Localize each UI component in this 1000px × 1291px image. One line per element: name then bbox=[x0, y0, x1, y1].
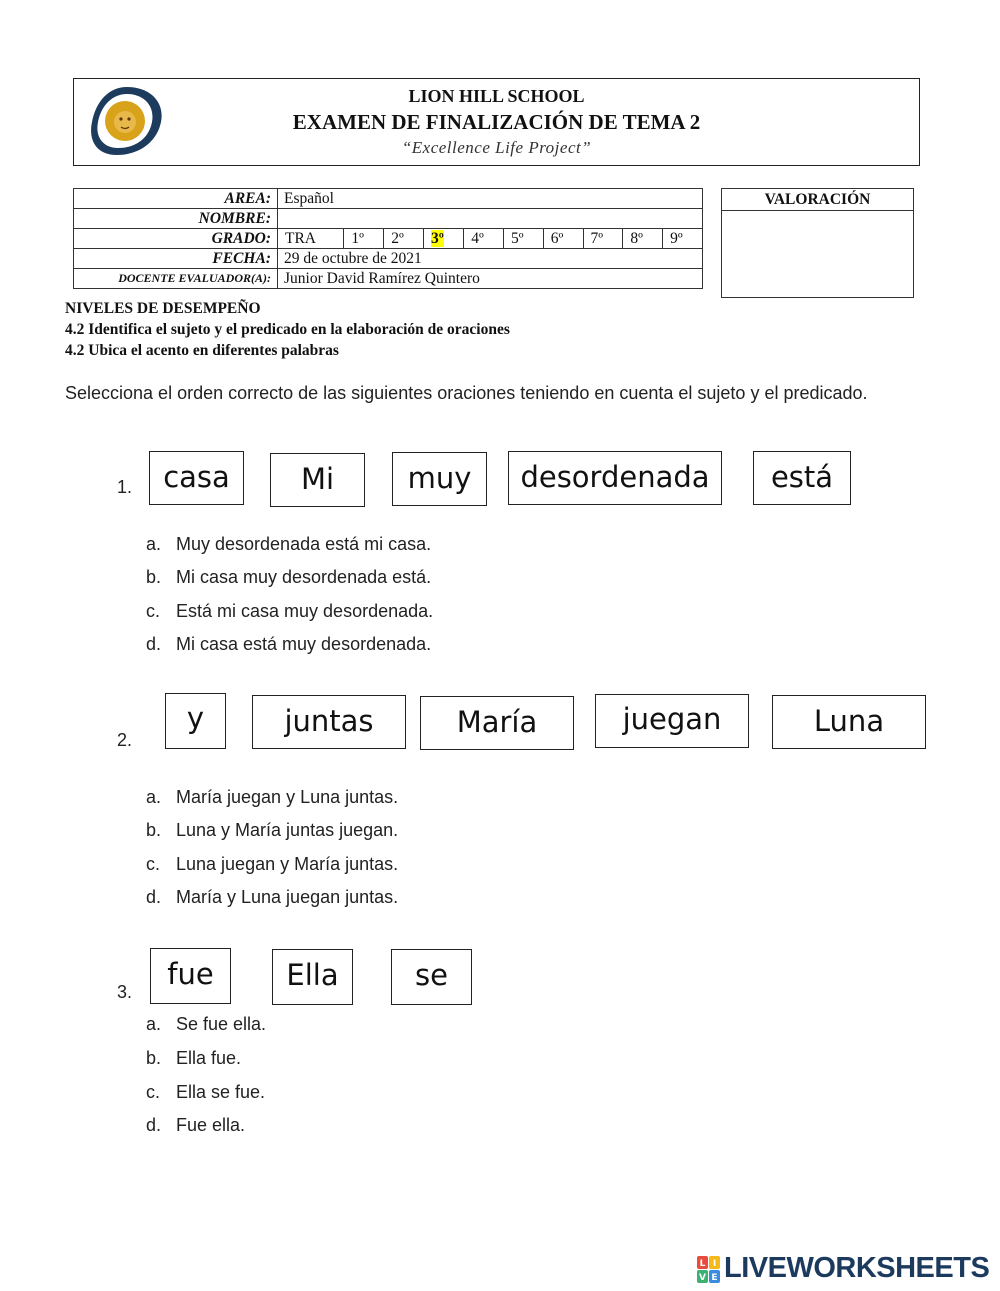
option-letter: a. bbox=[146, 534, 162, 554]
answer-option[interactable] bbox=[146, 634, 431, 655]
word-card[interactable]: Mi bbox=[270, 453, 365, 507]
word-card[interactable]: muy bbox=[392, 452, 487, 506]
teacher-value: Junior David Ramírez Quintero bbox=[278, 269, 703, 289]
date-label: FECHA: bbox=[74, 249, 278, 269]
answer-option[interactable] bbox=[146, 887, 398, 908]
word-card[interactable]: está bbox=[753, 451, 851, 505]
grade-option: 8º bbox=[623, 229, 663, 249]
grade-option: 7º bbox=[583, 229, 623, 249]
option-letter: b. bbox=[146, 1048, 162, 1068]
student-info-table bbox=[73, 188, 703, 289]
option-text: Fue ella. bbox=[176, 1115, 246, 1135]
exam-title: EXAMEN DE FINALIZACIÓN DE TEMA 2 bbox=[292, 110, 701, 134]
word-card[interactable]: juegan bbox=[595, 694, 749, 748]
option-letter: b. bbox=[146, 820, 162, 840]
option-letter: a. bbox=[146, 787, 162, 807]
word-card[interactable]: juntas bbox=[252, 695, 406, 749]
question-number: 1. bbox=[117, 477, 133, 497]
answer-option[interactable] bbox=[146, 601, 433, 622]
school-motto: “Excellence Life Project” bbox=[401, 138, 592, 157]
grade-option: 2º bbox=[384, 229, 424, 249]
question-number: 2. bbox=[117, 730, 133, 750]
word-card[interactable]: desordenada bbox=[508, 451, 722, 505]
word-card[interactable]: Luna bbox=[772, 695, 926, 749]
instruction-text: Selecciona el orden correcto de las siguientes oraciones teniendo en cuenta el sujeto y el predicado. bbox=[65, 383, 868, 403]
levels-title: NIVELES DE DESEMPEÑO bbox=[65, 300, 261, 317]
option-letter: d. bbox=[146, 887, 162, 907]
answer-option[interactable] bbox=[146, 1048, 241, 1069]
grade-option: TRA bbox=[278, 229, 344, 249]
option-letter: b. bbox=[146, 567, 162, 587]
area-value: Español bbox=[278, 189, 703, 209]
option-letter: c. bbox=[146, 1082, 161, 1102]
option-text: Luna juegan y María juntas. bbox=[176, 854, 399, 874]
answer-option[interactable] bbox=[146, 567, 431, 588]
option-text: Muy desordenada está mi casa. bbox=[176, 534, 432, 554]
option-letter: d. bbox=[146, 1115, 162, 1135]
option-text: Mi casa está muy desordenada. bbox=[176, 634, 432, 654]
word-card[interactable]: Ella bbox=[272, 949, 353, 1005]
option-text: Ella fue. bbox=[176, 1048, 242, 1068]
answer-option[interactable] bbox=[146, 854, 398, 875]
svg-text:L: L bbox=[699, 1259, 706, 1269]
level-item: 4.2 Ubica el acento en diferentes palabras bbox=[65, 342, 339, 359]
svg-text:I: I bbox=[712, 1259, 717, 1269]
school-name: LION HILL SCHOOL bbox=[408, 86, 585, 106]
option-text: Se fue ella. bbox=[176, 1014, 267, 1034]
grade-option: 5º bbox=[503, 229, 543, 249]
option-letter: c. bbox=[146, 601, 161, 621]
liveworksheets-logo-icon bbox=[697, 1256, 721, 1284]
option-text: Mi casa muy desordenada está. bbox=[176, 567, 432, 587]
option-text: Luna y María juntas juegan. bbox=[176, 820, 399, 840]
grade-option: 1º bbox=[344, 229, 384, 249]
option-text: María juegan y Luna juntas. bbox=[176, 787, 399, 807]
option-text: Ella se fue. bbox=[176, 1082, 266, 1102]
svg-text:E: E bbox=[711, 1273, 718, 1283]
level-item: 4.2 Identifica el sujeto y el predicado en la elaboración de oraciones bbox=[65, 321, 510, 338]
grade-option-selected bbox=[423, 229, 463, 249]
liveworksheets-brand[interactable]: LIVEWORKSHEETS bbox=[724, 1252, 990, 1284]
svg-text:V: V bbox=[699, 1273, 706, 1283]
answer-option[interactable] bbox=[146, 787, 398, 808]
date-value: 29 de octubre de 2021 bbox=[278, 249, 703, 269]
grade-option: 4º bbox=[464, 229, 504, 249]
word-card[interactable]: casa bbox=[149, 451, 244, 505]
answer-option[interactable] bbox=[146, 820, 398, 841]
grade-option: 6º bbox=[543, 229, 583, 249]
grade-label: GRADO: bbox=[74, 229, 278, 249]
valoracion-title: VALORACIÓN bbox=[721, 188, 914, 211]
answer-option[interactable] bbox=[146, 534, 431, 555]
name-label: NOMBRE: bbox=[74, 209, 278, 229]
option-letter: a. bbox=[146, 1014, 162, 1034]
option-letter: d. bbox=[146, 634, 162, 654]
word-card[interactable]: se bbox=[391, 949, 472, 1005]
question-number: 3. bbox=[117, 982, 133, 1002]
teacher-label: DOCENTE EVALUADOR(A): bbox=[74, 269, 278, 289]
word-card[interactable]: María bbox=[420, 696, 574, 750]
selected-grade: 3º bbox=[430, 229, 444, 247]
area-label: AREA: bbox=[74, 189, 278, 209]
name-field[interactable] bbox=[278, 209, 703, 229]
answer-option[interactable] bbox=[146, 1115, 245, 1136]
grade-option: 9º bbox=[663, 229, 703, 249]
answer-option[interactable] bbox=[146, 1082, 265, 1103]
option-text: Está mi casa muy desordenada. bbox=[176, 601, 434, 621]
word-card[interactable]: y bbox=[165, 693, 226, 749]
option-letter: c. bbox=[146, 854, 161, 874]
word-card[interactable]: fue bbox=[150, 948, 231, 1004]
option-text: María y Luna juegan juntas. bbox=[176, 887, 399, 907]
answer-option[interactable] bbox=[146, 1014, 266, 1035]
